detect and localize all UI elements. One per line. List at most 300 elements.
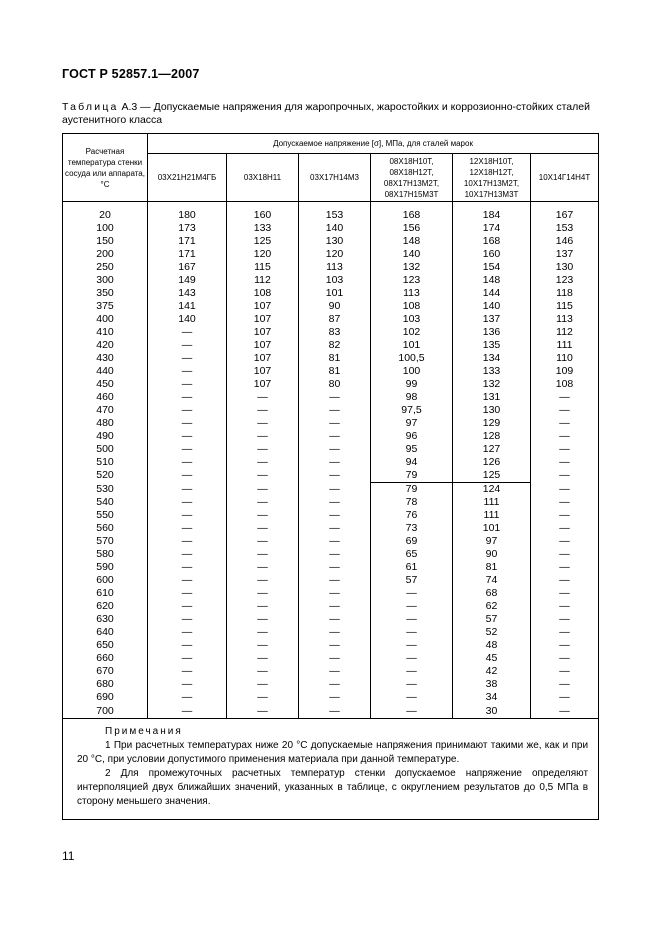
table-row <box>63 587 599 600</box>
table-row <box>63 691 599 704</box>
table-row <box>63 365 599 378</box>
stress-value-cell: — <box>148 339 227 352</box>
stress-value-cell: 130 <box>299 235 371 248</box>
stress-value-cell: 130 <box>531 261 599 274</box>
document-code: ГОСТ Р 52857.1—2007 <box>62 67 200 81</box>
temperature-cell: 600 <box>63 574 148 587</box>
stress-value-cell: 184 <box>453 209 531 222</box>
stress-value-cell: — <box>148 665 227 678</box>
temperature-cell: 450 <box>63 378 148 391</box>
stress-value-cell: — <box>148 496 227 509</box>
stress-value-cell: 140 <box>148 313 227 326</box>
temperature-cell: 620 <box>63 600 148 613</box>
stress-value-cell: 108 <box>371 300 453 313</box>
stress-value-cell: — <box>148 326 227 339</box>
table-row <box>63 665 599 678</box>
stress-value-cell: — <box>299 665 371 678</box>
note-item: 2 Для промежуточных расчетных температур стенки допускаемое напряжение определяют интерполяцией двух ближайших значений, указанных в таблице, с округлением результатов до 0,5 МПа в сторону меньшего значения. <box>77 768 589 807</box>
stress-value-cell: — <box>227 613 299 626</box>
stress-value-cell: 112 <box>227 274 299 287</box>
temperature-cell: 630 <box>63 613 148 626</box>
stress-value-cell: 168 <box>453 235 531 248</box>
temperature-cell: 530 <box>63 483 148 497</box>
stress-value-cell: 143 <box>148 287 227 300</box>
stress-value-cell: — <box>531 678 599 691</box>
stress-value-cell: — <box>299 391 371 404</box>
stress-value-cell: — <box>148 561 227 574</box>
stress-value-cell: — <box>531 469 599 483</box>
notes-title: Примечания <box>105 726 183 737</box>
stress-value-cell: — <box>371 639 453 652</box>
stress-value-cell: — <box>299 574 371 587</box>
stress-value-cell: — <box>227 691 299 704</box>
stress-value-cell: 154 <box>453 261 531 274</box>
stress-value-cell: 156 <box>371 222 453 235</box>
stress-value-cell: 102 <box>371 326 453 339</box>
table-row <box>63 391 599 404</box>
stress-value-cell: 108 <box>531 378 599 391</box>
stress-value-cell: — <box>299 430 371 443</box>
table-row <box>63 209 599 222</box>
stress-value-cell: 107 <box>227 339 299 352</box>
stress-value-cell: 97,5 <box>371 404 453 417</box>
stress-value-cell: 107 <box>227 300 299 313</box>
caption-label: Таблица <box>62 101 119 113</box>
temperature-cell: 150 <box>63 235 148 248</box>
temperature-cell: 410 <box>63 326 148 339</box>
stress-value-cell: 137 <box>453 313 531 326</box>
table-row <box>63 456 599 469</box>
temperature-cell: 490 <box>63 430 148 443</box>
stress-value-cell: — <box>531 496 599 509</box>
stress-value-cell: 30 <box>453 704 531 719</box>
stress-value-cell: — <box>371 652 453 665</box>
stress-value-cell: — <box>531 430 599 443</box>
stress-value-cell: 126 <box>453 456 531 469</box>
stress-value-cell: — <box>148 404 227 417</box>
table-row <box>63 261 599 274</box>
table-row <box>63 509 599 522</box>
temperature-cell: 650 <box>63 639 148 652</box>
stress-value-cell: — <box>227 639 299 652</box>
stress-value-cell: 42 <box>453 665 531 678</box>
stress-value-cell: — <box>227 404 299 417</box>
stress-value-cell: — <box>299 496 371 509</box>
stress-value-cell: 87 <box>299 313 371 326</box>
stress-value-cell: 173 <box>148 222 227 235</box>
stress-value-cell: — <box>227 391 299 404</box>
stress-value-cell: 52 <box>453 626 531 639</box>
temperature-cell: 480 <box>63 417 148 430</box>
table-row <box>63 574 599 587</box>
stress-value-cell: — <box>371 626 453 639</box>
temperature-column-header: Расчетная температура стенки сосуда или аппарата, °С <box>63 134 148 202</box>
stress-value-cell: — <box>148 378 227 391</box>
stress-value-cell: 68 <box>453 587 531 600</box>
stress-value-cell: — <box>227 548 299 561</box>
stress-value-cell: 125 <box>227 235 299 248</box>
table-caption <box>62 101 602 127</box>
stress-value-cell: 96 <box>371 430 453 443</box>
stress-value-cell: — <box>148 509 227 522</box>
stress-value-cell: 153 <box>531 222 599 235</box>
temperature-cell: 690 <box>63 691 148 704</box>
stress-value-cell: — <box>299 535 371 548</box>
stress-value-cell: 132 <box>371 261 453 274</box>
stress-value-cell: — <box>148 678 227 691</box>
stress-value-cell: 129 <box>453 417 531 430</box>
temperature-cell: 20 <box>63 209 148 222</box>
stress-value-cell: — <box>299 652 371 665</box>
stress-value-cell: 148 <box>371 235 453 248</box>
stress-value-cell: — <box>227 535 299 548</box>
stress-value-cell: — <box>371 691 453 704</box>
stress-value-cell: — <box>531 574 599 587</box>
stress-value-cell: — <box>531 600 599 613</box>
stress-value-cell: 137 <box>531 248 599 261</box>
stress-value-cell: 153 <box>299 209 371 222</box>
stress-value-cell: — <box>148 456 227 469</box>
steel-grade-header: 12Х18Н10Т, 12Х18Н12Т, 10Х17Н13М2Т, 10Х17Н13М3Т <box>453 154 531 202</box>
stress-value-cell: 149 <box>148 274 227 287</box>
temperature-cell: 400 <box>63 313 148 326</box>
table-row <box>63 639 599 652</box>
stress-value-cell: 135 <box>453 339 531 352</box>
stress-value-cell: — <box>148 704 227 719</box>
table-row <box>63 522 599 535</box>
stress-value-cell: — <box>227 469 299 483</box>
stress-value-cell: — <box>227 678 299 691</box>
stress-value-cell: 118 <box>531 287 599 300</box>
table-row <box>63 430 599 443</box>
stress-value-cell: 133 <box>227 222 299 235</box>
stress-value-cell: 167 <box>531 209 599 222</box>
stress-value-cell: — <box>148 691 227 704</box>
stress-value-cell: 103 <box>299 274 371 287</box>
stress-value-cell: 140 <box>299 222 371 235</box>
stress-value-cell: — <box>148 365 227 378</box>
temperature-cell: 500 <box>63 443 148 456</box>
temperature-cell: 590 <box>63 561 148 574</box>
stress-value-cell: — <box>148 391 227 404</box>
table-row <box>63 274 599 287</box>
stress-value-cell: 107 <box>227 378 299 391</box>
table-row <box>63 222 599 235</box>
stress-value-cell: 180 <box>148 209 227 222</box>
stress-value-cell: — <box>148 417 227 430</box>
stress-value-cell: — <box>299 587 371 600</box>
stress-value-cell: — <box>227 587 299 600</box>
stress-value-cell: 134 <box>453 352 531 365</box>
stress-value-cell: — <box>371 587 453 600</box>
temperature-cell: 580 <box>63 548 148 561</box>
stress-value-cell: — <box>531 522 599 535</box>
table-row <box>63 417 599 430</box>
table-row <box>63 300 599 313</box>
stress-value-cell: 100 <box>371 365 453 378</box>
steel-grade-header: 08Х18Н10Т, 08Х18Н12Т, 08Х17Н13М2Т, 08Х17Н15М3Т <box>371 154 453 202</box>
stress-value-cell: 107 <box>227 326 299 339</box>
stress-value-cell: — <box>531 535 599 548</box>
temperature-cell: 250 <box>63 261 148 274</box>
stress-value-cell: — <box>227 417 299 430</box>
stress-value-cell: 45 <box>453 652 531 665</box>
stress-value-cell: 127 <box>453 443 531 456</box>
table-row <box>63 535 599 548</box>
stress-value-cell: 81 <box>453 561 531 574</box>
stress-value-cell: 99 <box>371 378 453 391</box>
stress-value-cell: 57 <box>371 574 453 587</box>
table-row <box>63 704 599 719</box>
temperature-cell: 510 <box>63 456 148 469</box>
temperature-cell: 375 <box>63 300 148 313</box>
temperature-cell: 350 <box>63 287 148 300</box>
stress-value-cell: 140 <box>371 248 453 261</box>
table-row <box>63 287 599 300</box>
stress-value-cell: — <box>531 548 599 561</box>
stress-value-cell: — <box>299 561 371 574</box>
stress-value-cell: — <box>299 704 371 719</box>
stress-value-cell: — <box>148 535 227 548</box>
stress-value-cell: 128 <box>453 430 531 443</box>
stress-value-cell: — <box>227 626 299 639</box>
stress-value-cell: 81 <box>299 352 371 365</box>
table-row <box>63 326 599 339</box>
stress-value-cell: 95 <box>371 443 453 456</box>
stress-value-cell: 136 <box>453 326 531 339</box>
stress-group-header: Допускаемое напряжение [σ], МПа, для сталей марок <box>148 134 599 154</box>
stress-value-cell: 133 <box>453 365 531 378</box>
stress-value-cell: 65 <box>371 548 453 561</box>
stress-value-cell: — <box>299 456 371 469</box>
stress-value-cell: — <box>227 496 299 509</box>
stress-value-cell: — <box>299 678 371 691</box>
table-row <box>63 443 599 456</box>
stress-value-cell: 82 <box>299 339 371 352</box>
stress-value-cell: 168 <box>371 209 453 222</box>
steel-grade-header: 03Х18Н11 <box>227 154 299 202</box>
steel-grade-header: 03Х21Н21М4ГБ <box>148 154 227 202</box>
stress-value-cell: 79 <box>371 483 453 497</box>
stress-value-cell: — <box>299 691 371 704</box>
temperature-cell: 560 <box>63 522 148 535</box>
stress-value-cell: 57 <box>453 613 531 626</box>
temperature-cell: 570 <box>63 535 148 548</box>
stress-value-cell: 76 <box>371 509 453 522</box>
stress-value-cell: 107 <box>227 352 299 365</box>
stress-value-cell: — <box>531 691 599 704</box>
stress-value-cell: — <box>227 430 299 443</box>
stress-value-cell: — <box>148 652 227 665</box>
stress-value-cell: 74 <box>453 574 531 587</box>
stress-value-cell: 38 <box>453 678 531 691</box>
temperature-cell: 460 <box>63 391 148 404</box>
table-row <box>63 548 599 561</box>
stress-value-cell: — <box>371 613 453 626</box>
stress-value-cell: — <box>371 678 453 691</box>
table-body <box>63 202 599 719</box>
temperature-cell: 470 <box>63 404 148 417</box>
stress-value-cell: 123 <box>531 274 599 287</box>
stress-value-cell: 100,5 <box>371 352 453 365</box>
stress-value-cell: 73 <box>371 522 453 535</box>
temperature-cell: 540 <box>63 496 148 509</box>
stress-value-cell: — <box>371 600 453 613</box>
stress-value-cell: — <box>227 652 299 665</box>
table-row <box>63 626 599 639</box>
stress-value-cell: 34 <box>453 691 531 704</box>
stress-value-cell: — <box>531 417 599 430</box>
stress-value-cell: 90 <box>453 548 531 561</box>
stress-value-cell: — <box>148 574 227 587</box>
stress-value-cell: 80 <box>299 378 371 391</box>
stress-value-cell: 48 <box>453 639 531 652</box>
stress-value-cell: — <box>371 704 453 719</box>
stress-value-cell: — <box>299 483 371 497</box>
table-row <box>63 561 599 574</box>
stress-value-cell: 90 <box>299 300 371 313</box>
temperature-cell: 420 <box>63 339 148 352</box>
stress-value-cell: 97 <box>453 535 531 548</box>
stress-value-cell: — <box>531 561 599 574</box>
table-row <box>63 496 599 509</box>
spacer-row <box>63 202 599 210</box>
temperature-cell: 200 <box>63 248 148 261</box>
stress-value-cell: 171 <box>148 235 227 248</box>
stress-value-cell: — <box>148 430 227 443</box>
stress-value-cell: 94 <box>371 456 453 469</box>
stress-value-cell: — <box>531 652 599 665</box>
stress-value-cell: — <box>531 404 599 417</box>
stress-value-cell: 109 <box>531 365 599 378</box>
stress-value-cell: 160 <box>453 248 531 261</box>
stress-value-cell: 107 <box>227 313 299 326</box>
stress-value-cell: 101 <box>299 287 371 300</box>
table-row <box>63 600 599 613</box>
stress-value-cell: — <box>227 704 299 719</box>
temperature-cell: 610 <box>63 587 148 600</box>
stress-value-cell: — <box>371 665 453 678</box>
stress-value-cell: — <box>148 352 227 365</box>
stress-value-cell: — <box>299 548 371 561</box>
stress-value-cell: — <box>227 665 299 678</box>
page-number: 11 <box>62 849 75 863</box>
stress-value-cell: 146 <box>531 235 599 248</box>
stress-value-cell: — <box>531 613 599 626</box>
stress-value-cell: — <box>299 443 371 456</box>
stress-table <box>62 133 599 820</box>
stress-value-cell: — <box>148 469 227 483</box>
table-row <box>63 235 599 248</box>
stress-value-cell: — <box>227 483 299 497</box>
stress-value-cell: — <box>531 443 599 456</box>
stress-value-cell: — <box>148 483 227 497</box>
stress-value-cell: — <box>531 483 599 497</box>
stress-value-cell: 140 <box>453 300 531 313</box>
stress-value-cell: 160 <box>227 209 299 222</box>
stress-value-cell: 79 <box>371 469 453 483</box>
stress-value-cell: 174 <box>453 222 531 235</box>
stress-value-cell: 167 <box>148 261 227 274</box>
table-row <box>63 313 599 326</box>
stress-value-cell: — <box>299 600 371 613</box>
temperature-cell: 430 <box>63 352 148 365</box>
steel-grade-header: 10Х14Г14Н4Т <box>531 154 599 202</box>
stress-value-cell: — <box>227 443 299 456</box>
table-row <box>63 339 599 352</box>
steel-grade-header: 03Х17Н14М3 <box>299 154 371 202</box>
stress-value-cell: — <box>148 548 227 561</box>
stress-value-cell: 115 <box>227 261 299 274</box>
stress-value-cell: — <box>299 626 371 639</box>
stress-value-cell: — <box>148 587 227 600</box>
stress-value-cell: 110 <box>531 352 599 365</box>
stress-value-cell: 108 <box>227 287 299 300</box>
stress-value-cell: 130 <box>453 404 531 417</box>
temperature-cell: 300 <box>63 274 148 287</box>
stress-value-cell: — <box>531 665 599 678</box>
stress-value-cell: — <box>227 600 299 613</box>
stress-value-cell: 61 <box>371 561 453 574</box>
table-row <box>63 469 599 483</box>
stress-value-cell: 69 <box>371 535 453 548</box>
stress-value-cell: — <box>148 522 227 535</box>
table-row <box>63 248 599 261</box>
stress-value-cell: — <box>227 456 299 469</box>
stress-value-cell: — <box>148 626 227 639</box>
stress-value-cell: 120 <box>227 248 299 261</box>
stress-value-cell: 144 <box>453 287 531 300</box>
stress-value-cell: 112 <box>531 326 599 339</box>
stress-value-cell: 124 <box>453 483 531 497</box>
stress-value-cell: 62 <box>453 600 531 613</box>
stress-value-cell: — <box>227 509 299 522</box>
stress-value-cell: — <box>299 613 371 626</box>
stress-value-cell: 113 <box>531 313 599 326</box>
stress-value-cell: — <box>299 469 371 483</box>
temperature-cell: 100 <box>63 222 148 235</box>
stress-value-cell: — <box>148 639 227 652</box>
stress-value-cell: 78 <box>371 496 453 509</box>
stress-value-cell: 81 <box>299 365 371 378</box>
stress-value-cell: — <box>299 404 371 417</box>
stress-value-cell: 123 <box>371 274 453 287</box>
temperature-cell: 550 <box>63 509 148 522</box>
stress-value-cell: 111 <box>453 509 531 522</box>
stress-value-cell: — <box>531 391 599 404</box>
table-row <box>63 678 599 691</box>
stress-value-cell: 113 <box>299 261 371 274</box>
temperature-cell: 700 <box>63 704 148 719</box>
notes-cell <box>63 719 599 820</box>
stress-value-cell: 103 <box>371 313 453 326</box>
stress-value-cell: — <box>299 522 371 535</box>
temperature-cell: 680 <box>63 678 148 691</box>
stress-value-cell: 111 <box>453 496 531 509</box>
stress-value-cell: — <box>148 443 227 456</box>
stress-value-cell: — <box>531 704 599 719</box>
table-row <box>63 378 599 391</box>
stress-value-cell: 111 <box>531 339 599 352</box>
table-row <box>63 352 599 365</box>
temperature-cell: 520 <box>63 469 148 483</box>
stress-value-cell: — <box>227 561 299 574</box>
stress-value-cell: — <box>531 587 599 600</box>
stress-value-cell: — <box>148 600 227 613</box>
stress-value-cell: 101 <box>453 522 531 535</box>
stress-value-cell: 148 <box>453 274 531 287</box>
stress-value-cell: — <box>531 639 599 652</box>
